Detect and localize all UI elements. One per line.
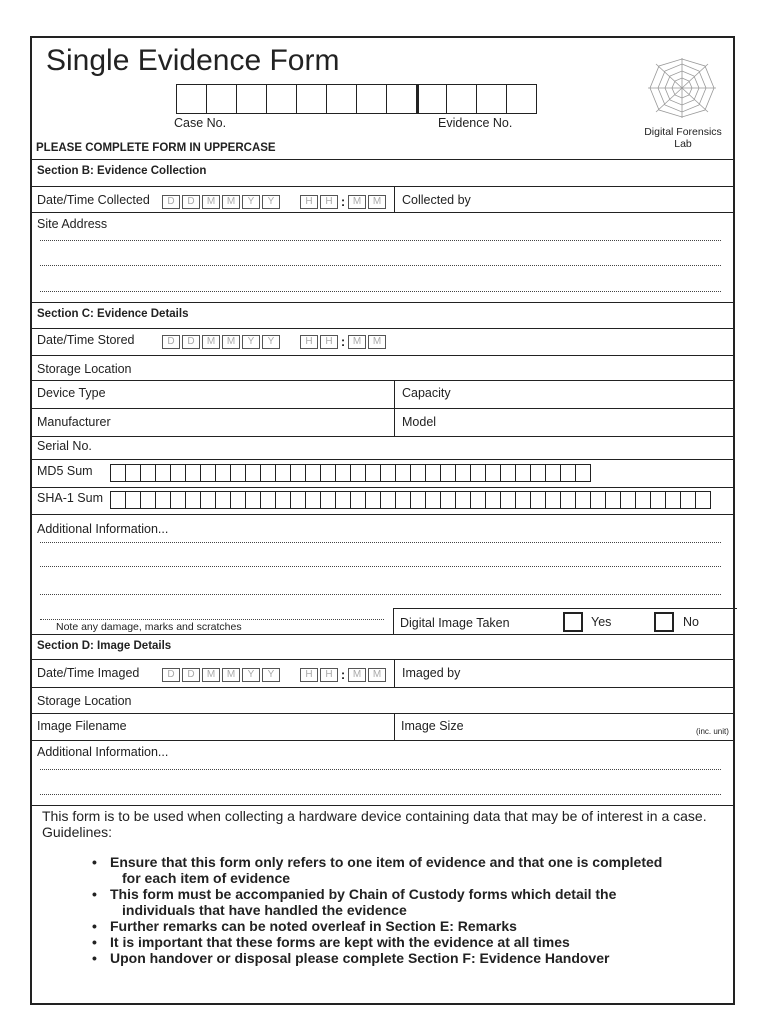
case-digit-box[interactable]	[206, 84, 237, 114]
hash-digit-box[interactable]	[350, 464, 366, 482]
hash-digit-box[interactable]	[515, 464, 531, 482]
uppercase-instruction: PLEASE COMPLETE FORM IN UPPERCASE	[36, 142, 276, 154]
time-box[interactable]: M	[348, 335, 366, 349]
divider	[32, 436, 733, 437]
image-additional-info-line[interactable]	[40, 794, 721, 795]
storage-location-label: Storage Location	[37, 362, 132, 376]
guideline-item: • This form must be accompanied by Chain of Custody forms which detail the individuals that have handled the evidence	[100, 886, 732, 918]
hash-digit-box[interactable]	[485, 491, 501, 509]
case-digit-box[interactable]	[326, 84, 357, 114]
evidence-digit-box[interactable]	[446, 84, 477, 114]
image-storage-location-label: Storage Location	[37, 694, 132, 708]
no-label: No	[683, 615, 699, 629]
hash-digit-box[interactable]	[230, 464, 246, 482]
site-address-label: Site Address	[37, 217, 108, 231]
hash-digit-box[interactable]	[170, 464, 186, 482]
hash-digit-box[interactable]	[440, 491, 456, 509]
date-box[interactable]: Y	[262, 195, 280, 209]
guideline-item: • Upon handover or disposal please complete Section F: Evidence Handover	[92, 950, 610, 966]
guideline-text: Ensure that this form only refers to one item of evidence and that one is completed	[110, 854, 663, 870]
hash-digit-box[interactable]	[200, 464, 216, 482]
hash-digit-box[interactable]	[335, 464, 351, 482]
hash-digit-box[interactable]	[530, 491, 546, 509]
divider	[32, 713, 733, 714]
evidence-no-label: Evidence No.	[438, 116, 513, 130]
hash-digit-box[interactable]	[275, 464, 291, 482]
hash-digit-box[interactable]	[275, 491, 291, 509]
damage-line[interactable]	[40, 619, 384, 620]
hash-digit-box[interactable]	[245, 491, 261, 509]
divider	[32, 634, 733, 635]
guidelines-intro: This form is to be used when collecting a hardware device containing data that may be of interest in a case. Guidelines:	[42, 808, 707, 840]
hash-digit-box[interactable]	[425, 491, 441, 509]
additional-info-line[interactable]	[40, 566, 721, 567]
guideline-text-cont: for each item of evidence	[122, 870, 291, 886]
hash-digit-box[interactable]	[200, 491, 216, 509]
hash-digit-box[interactable]	[290, 491, 306, 509]
hash-digit-box[interactable]	[530, 464, 546, 482]
hash-digit-box[interactable]	[320, 491, 336, 509]
time-box[interactable]: H	[300, 335, 318, 349]
case-no-label: Case No.	[174, 116, 227, 130]
hash-digit-box[interactable]	[110, 464, 126, 482]
imaged-by-label: Imaged by	[402, 666, 461, 680]
divider	[32, 355, 733, 356]
hash-digit-box[interactable]	[695, 491, 711, 509]
hash-digit-box[interactable]	[425, 464, 441, 482]
case-digit-box[interactable]	[386, 84, 417, 114]
image-size-label: Image Size	[401, 719, 464, 733]
image-additional-info-line[interactable]	[40, 769, 721, 770]
hash-digit-box[interactable]	[680, 491, 696, 509]
date-box[interactable]: M	[202, 668, 220, 682]
sha1-label: SHA-1 Sum	[37, 491, 103, 505]
digital-image-label: Digital Image Taken	[400, 616, 510, 630]
column-divider	[394, 659, 395, 687]
time-box[interactable]: M	[368, 335, 386, 349]
time-box[interactable]: M	[368, 668, 386, 682]
guideline-text: Upon handover or disposal please complete Section F: Evidence Handover	[110, 950, 610, 966]
additional-info-line[interactable]	[40, 594, 721, 595]
hash-digit-box[interactable]	[125, 464, 141, 482]
case-number-boxes[interactable]	[176, 84, 536, 114]
hash-digit-box[interactable]	[335, 491, 351, 509]
site-address-line[interactable]	[40, 265, 721, 266]
hash-digit-box[interactable]	[590, 491, 606, 509]
column-divider	[394, 713, 395, 740]
hash-digit-box[interactable]	[575, 491, 591, 509]
site-address-line[interactable]	[40, 240, 721, 241]
time-box[interactable]: M	[348, 668, 366, 682]
date-collected-boxes[interactable]	[162, 194, 388, 209]
divider	[393, 608, 737, 609]
date-box[interactable]: D	[162, 335, 180, 349]
hash-digit-box[interactable]	[395, 464, 411, 482]
hash-digit-box[interactable]	[545, 464, 561, 482]
guidelines-list	[42, 854, 732, 966]
image-additional-info-label: Additional Information...	[37, 745, 169, 759]
site-address-line[interactable]	[40, 291, 721, 292]
time-box[interactable]: H	[300, 195, 318, 209]
lab-name-line1: Digital Forensics	[644, 126, 722, 138]
device-type-label: Device Type	[37, 386, 106, 400]
colon: :	[340, 194, 346, 209]
hash-digit-box[interactable]	[365, 491, 381, 509]
case-digit-box[interactable]	[176, 84, 207, 114]
date-box[interactable]: M	[222, 668, 240, 682]
divider	[32, 302, 733, 303]
divider	[32, 487, 733, 488]
date-box[interactable]: D	[162, 195, 180, 209]
guideline-item: • Further remarks can be noted overleaf in Section E: Remarks	[92, 918, 517, 934]
date-stored-boxes[interactable]	[162, 334, 388, 349]
hash-digit-box[interactable]	[650, 491, 666, 509]
hash-digit-box[interactable]	[140, 464, 156, 482]
capacity-label: Capacity	[402, 386, 451, 400]
hash-digit-box[interactable]	[455, 491, 471, 509]
hash-digit-box[interactable]	[380, 464, 396, 482]
divider	[32, 212, 733, 213]
hash-digit-box[interactable]	[470, 491, 486, 509]
date-box[interactable]: M	[222, 335, 240, 349]
date-box[interactable]: M	[202, 195, 220, 209]
date-stored-label: Date/Time Stored	[37, 333, 135, 347]
divider	[32, 687, 733, 688]
date-box[interactable]: D	[182, 668, 200, 682]
collected-by-label: Collected by	[402, 193, 471, 207]
hash-digit-box[interactable]	[560, 464, 576, 482]
time-box[interactable]: H	[320, 195, 338, 209]
hash-digit-box[interactable]	[230, 491, 246, 509]
case-digit-box[interactable]	[236, 84, 267, 114]
column-divider	[393, 608, 394, 634]
lab-name	[628, 126, 738, 150]
guideline-item: • It is important that these forms are kept with the evidence at all times	[92, 934, 570, 950]
colon: :	[340, 334, 346, 349]
hash-digit-box[interactable]	[605, 491, 621, 509]
time-box[interactable]: M	[368, 195, 386, 209]
lab-name-line2: Lab	[674, 138, 692, 150]
date-box[interactable]: Y	[262, 668, 280, 682]
hash-digit-box[interactable]	[620, 491, 636, 509]
divider	[32, 408, 733, 409]
date-box[interactable]: M	[202, 335, 220, 349]
case-digit-box[interactable]	[356, 84, 387, 114]
hash-digit-box[interactable]	[320, 464, 336, 482]
divider	[32, 459, 733, 460]
hash-digit-box[interactable]	[395, 491, 411, 509]
hash-digit-box[interactable]	[410, 491, 426, 509]
additional-info-label: Additional Information...	[37, 522, 169, 536]
yes-label: Yes	[591, 615, 612, 629]
hash-digit-box[interactable]	[110, 491, 126, 509]
date-collected-label: Date/Time Collected	[37, 193, 150, 207]
hash-digit-box[interactable]	[215, 464, 231, 482]
hash-digit-box[interactable]	[410, 464, 426, 482]
model-label: Model	[402, 415, 437, 429]
hash-digit-box[interactable]	[140, 491, 156, 509]
hash-digit-box[interactable]	[485, 464, 501, 482]
hash-digit-box[interactable]	[185, 464, 201, 482]
hash-digit-box[interactable]	[470, 464, 486, 482]
case-digit-box[interactable]	[266, 84, 297, 114]
date-box[interactable]: Y	[242, 668, 260, 682]
divider	[32, 380, 733, 381]
guideline-text: This form must be accompanied by Chain of Custody forms which detail the	[110, 886, 617, 902]
divider	[32, 186, 733, 187]
hash-digit-box[interactable]	[305, 491, 321, 509]
hash-digit-box[interactable]	[305, 464, 321, 482]
date-imaged-boxes[interactable]	[162, 667, 388, 682]
image-filename-label: Image Filename	[37, 719, 127, 733]
spider-web-icon	[646, 56, 718, 120]
form-title: Single Evidence Form	[46, 44, 340, 77]
date-box[interactable]: Y	[242, 195, 260, 209]
divider	[32, 659, 733, 660]
hash-digit-box[interactable]	[125, 491, 141, 509]
hash-digit-box[interactable]	[185, 491, 201, 509]
guideline-text: Further remarks can be noted overleaf in Section E: Remarks	[110, 918, 517, 934]
evidence-digit-box[interactable]	[416, 84, 447, 114]
date-box[interactable]: D	[182, 195, 200, 209]
date-box[interactable]: Y	[262, 335, 280, 349]
date-imaged-label: Date/Time Imaged	[37, 666, 140, 680]
manufacturer-label: Manufacturer	[37, 415, 111, 429]
time-box[interactable]: H	[320, 335, 338, 349]
hash-digit-box[interactable]	[575, 464, 591, 482]
divider	[32, 740, 733, 741]
hash-digit-box[interactable]	[260, 491, 276, 509]
divider	[32, 159, 733, 160]
guidelines	[42, 808, 732, 966]
additional-info-line[interactable]	[40, 542, 721, 543]
guideline-item: • Ensure that this form only refers to one item of evidence and that one is completed for each item of evidence	[100, 854, 732, 886]
hash-digit-box[interactable]	[545, 491, 561, 509]
serial-label: Serial No.	[37, 439, 92, 453]
no-checkbox[interactable]	[654, 612, 674, 632]
sha1-boxes[interactable]	[110, 491, 710, 509]
hash-digit-box[interactable]	[155, 464, 171, 482]
section-d-title: Section D: Image Details	[37, 640, 172, 652]
damage-note: Note any damage, marks and scratches	[56, 621, 242, 633]
colon: :	[340, 667, 346, 682]
hash-digit-box[interactable]	[365, 464, 381, 482]
hash-digit-box[interactable]	[515, 491, 531, 509]
hash-digit-box[interactable]	[665, 491, 681, 509]
hash-digit-box[interactable]	[290, 464, 306, 482]
hash-digit-box[interactable]	[245, 464, 261, 482]
divider	[32, 805, 733, 806]
evidence-digit-box[interactable]	[476, 84, 507, 114]
md5-boxes[interactable]	[110, 464, 590, 482]
date-box[interactable]: Y	[242, 335, 260, 349]
time-box[interactable]: M	[348, 195, 366, 209]
time-box[interactable]: H	[300, 668, 318, 682]
hash-digit-box[interactable]	[215, 491, 231, 509]
evidence-form	[30, 36, 735, 1005]
divider	[32, 328, 733, 329]
hash-digit-box[interactable]	[560, 491, 576, 509]
hash-digit-box[interactable]	[440, 464, 456, 482]
case-digit-box[interactable]	[296, 84, 327, 114]
evidence-digit-box[interactable]	[506, 84, 537, 114]
hash-digit-box[interactable]	[260, 464, 276, 482]
hash-digit-box[interactable]	[155, 491, 171, 509]
hash-digit-box[interactable]	[455, 464, 471, 482]
guideline-text: It is important that these forms are kept with the evidence at all times	[110, 934, 570, 950]
time-box[interactable]: H	[320, 668, 338, 682]
hash-digit-box[interactable]	[635, 491, 651, 509]
hash-digit-box[interactable]	[350, 491, 366, 509]
hash-digit-box[interactable]	[500, 464, 516, 482]
guideline-text-cont: individuals that have handled the evidence	[122, 902, 407, 918]
yes-checkbox[interactable]	[563, 612, 583, 632]
section-b-title: Section B: Evidence Collection	[37, 165, 207, 177]
section-c-title: Section C: Evidence Details	[37, 308, 189, 320]
hash-digit-box[interactable]	[380, 491, 396, 509]
date-box[interactable]: D	[182, 335, 200, 349]
md5-label: MD5 Sum	[37, 464, 93, 478]
column-divider	[394, 186, 395, 212]
hash-digit-box[interactable]	[170, 491, 186, 509]
hash-digit-box[interactable]	[500, 491, 516, 509]
date-box[interactable]: M	[222, 195, 240, 209]
image-size-note: (inc. unit)	[696, 727, 729, 736]
date-box[interactable]: D	[162, 668, 180, 682]
divider	[32, 514, 733, 515]
